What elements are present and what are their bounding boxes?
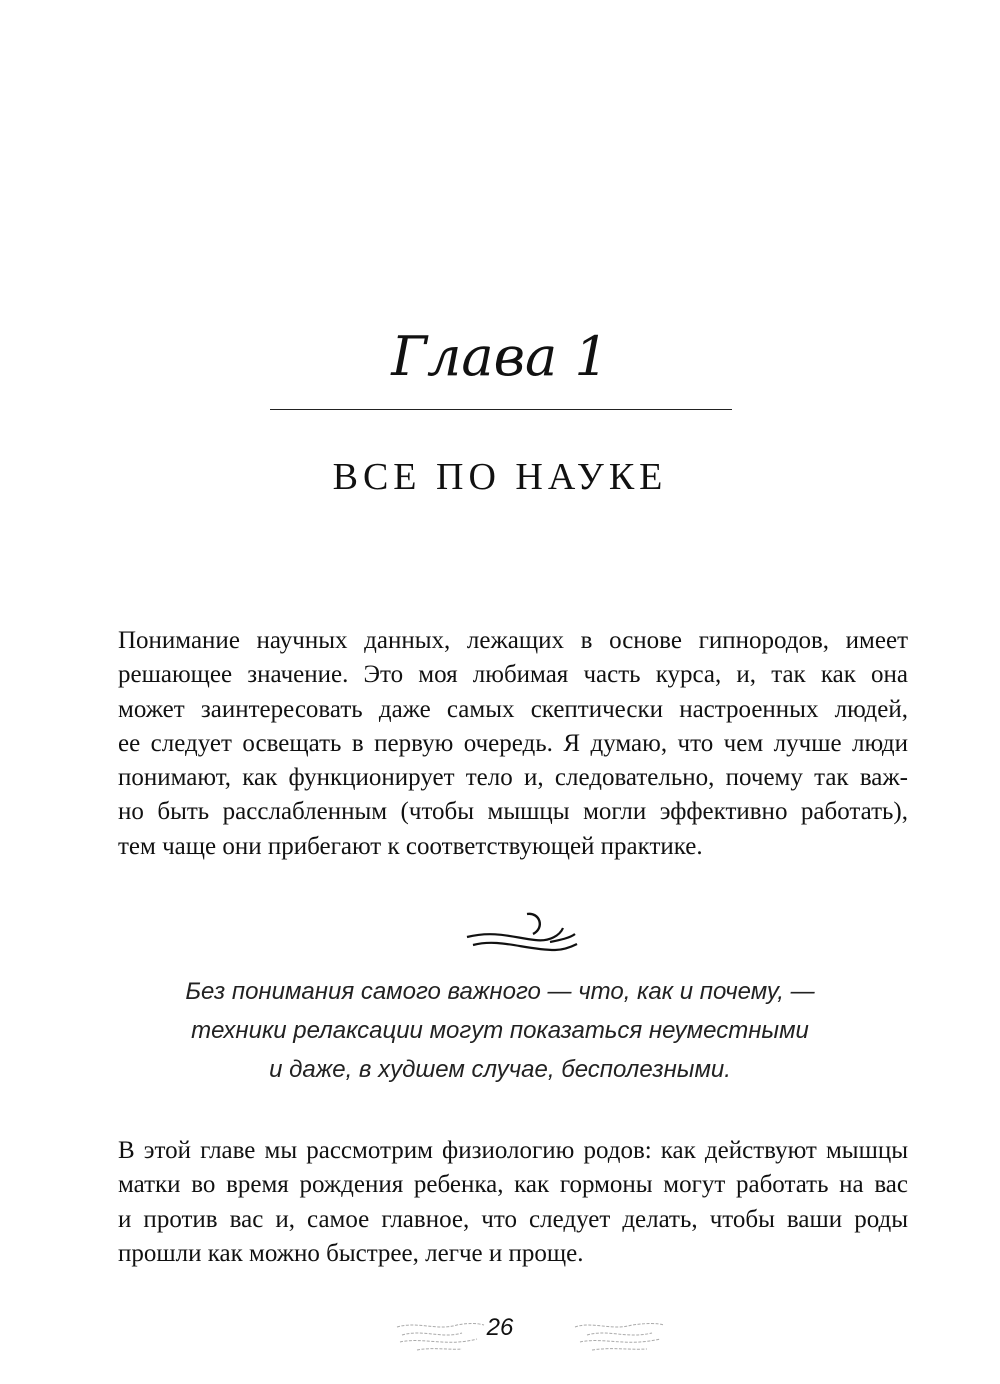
wave-ornament-right-icon [572,1317,667,1357]
quote-line: техники релаксации могут показаться неуместными [191,1017,809,1044]
text-line: прошли как можно быстрее, легче и проще. [118,1239,584,1267]
paragraph-overview [118,1134,908,1271]
page-number: 26 [486,1314,514,1341]
text-line: решающее значение. Это моя любимая часть курса, и, так как она [118,661,908,689]
pull-quote [0,972,1000,1089]
text-line: Понимание научных данных, лежащих в основе гипнородов, имеет [118,627,908,654]
title-divider [270,409,732,410]
text-line: ее следует освещать в первую очередь. Я думаю, что чем лучше люди [118,729,908,757]
text-line: матки во время рождения ребенка, как гормоны могут работать на вас [118,1171,908,1199]
wave-ornament-icon [465,910,585,960]
text-line: но быть расслабленным (чтобы мышцы могли эффективно работать), [118,798,908,826]
text-line: понимают, как функционирует тело и, следовательно, почему так важ- [118,764,908,792]
chapter-title: ВСЕ ПО НАУКЕ [332,456,668,498]
chapter-label: Глава 1 [391,325,609,388]
quote-line: и даже, в худшем случае, бесполезными. [269,1056,731,1083]
text-line: и против вас и, самое главное, что следует делать, чтобы ваши роды [118,1205,908,1233]
text-line: В этой главе мы рассмотрим физиологию родов: как действуют мышцы [118,1137,908,1164]
text-line: тем чаще они прибегают к соответствующей практике. [118,832,703,860]
text-line: может заинтересовать даже самых скептически настроенных людей, [118,695,908,723]
paragraph-intro [118,624,908,864]
quote-line: Без понимания самого важного — что, как и почему, — [185,978,815,1005]
